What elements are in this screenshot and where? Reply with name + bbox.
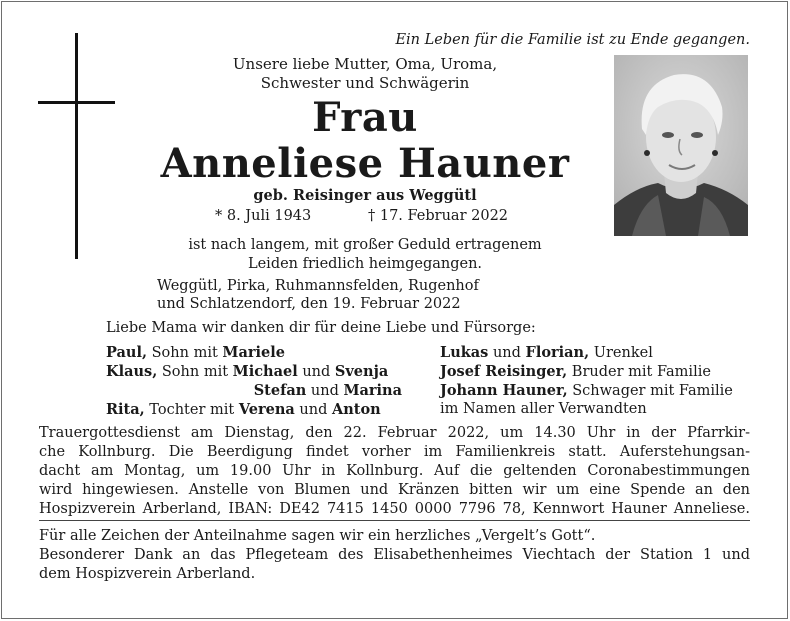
service-line: che Kollnburg. Die Beerdigung findet vorher im Familienkreis statt. Auferstehungsan-	[39, 444, 750, 460]
mourner-relation: Sohn mit	[157, 364, 233, 380]
mourners-left-column	[106, 343, 402, 419]
mourner-connector: und	[294, 402, 332, 418]
mourner-name: Klaus,	[106, 363, 158, 380]
mourner-row	[440, 343, 733, 362]
mourner-relation: Urenkel	[589, 345, 653, 361]
mourner-name: Josef Reisinger,	[440, 363, 568, 380]
mourner-connector: und	[306, 383, 344, 399]
service-line: Trauergottesdienst am Dienstag, den 22. Februar 2022, um 14.30 Uhr in der Pfarrkir-	[39, 425, 750, 441]
intro-line: Unsere liebe Mutter, Oma, Uroma,	[232, 55, 498, 73]
mourner-relation: Sohn mit	[147, 345, 223, 361]
section-divider	[39, 520, 750, 521]
closing-line: Für alle Zeichen der Anteilnahme sagen wir ein herzliches „Vergelt’s Gott“.	[39, 528, 596, 544]
mourner-connector: und	[488, 345, 526, 361]
mourner-relation: im Namen aller Verwandten	[440, 401, 647, 417]
service-line: dacht am Montag, um 19.00 Uhr in Kollnburg. Auf die geltenden Coronabestimmungen	[39, 463, 750, 479]
closing-line: Besonderer Dank an das Pflegeteam des Elisabethenheimes Viechtach der Station 1 und	[39, 547, 750, 563]
mourner-relation: Bruder mit Familie	[567, 364, 711, 380]
mourner-name: Stefan	[253, 382, 307, 399]
mourners-right-column	[440, 343, 733, 419]
service-line: wird hingewiesen. Anstelle von Blumen und Kränzen bitten wir um eine Spende an den	[39, 482, 750, 498]
mourner-name: Rita,	[106, 401, 145, 418]
intro-line: Schwester und Schwägerin	[260, 74, 470, 92]
cross-vertical-bar	[75, 33, 78, 259]
cross-horizontal-bar	[38, 101, 115, 104]
mourner-name: Florian,	[525, 344, 590, 361]
mourner-name: Johann Hauner,	[440, 382, 568, 399]
mourner-name: Lukas	[440, 344, 489, 361]
passing-line: Leiden friedlich heimgegangen.	[247, 256, 483, 272]
closing-paragraph	[39, 527, 750, 584]
mourner-connector: und	[297, 364, 335, 380]
portrait-photo	[614, 55, 748, 236]
mourner-row	[440, 362, 733, 381]
mourner-name: Verena	[238, 401, 295, 418]
intro-text	[150, 55, 580, 93]
service-paragraph	[39, 424, 750, 519]
mourner-name: Paul,	[106, 344, 148, 361]
mourner-relation: Schwager mit Familie	[567, 383, 733, 399]
mourner-relation: Tochter mit	[144, 402, 239, 418]
place-line: und Schlatzendorf, den 19. Februar 2022	[157, 296, 461, 312]
service-line: Hospizverein Arberland, IBAN: DE42 7415 1450 0000 7796 78, Kennwort Hauner Anneliese.	[39, 501, 750, 517]
closing-line: dem Hospizverein Arberland.	[39, 566, 256, 582]
passing-line: ist nach langem, mit großer Geduld ertragenem	[188, 237, 542, 253]
mourner-row	[440, 381, 733, 400]
birth-name: geb. Reisinger aus Weggütl	[253, 187, 477, 204]
mourner-row	[106, 400, 402, 419]
motto: Ein Leben für die Familie ist zu Ende gegangen.	[395, 32, 750, 48]
mourner-name: Marina	[343, 382, 402, 399]
mourner-name: Mariele	[222, 344, 285, 361]
passing-text	[150, 236, 580, 274]
deceased-name: Anneliese Hauner	[160, 140, 570, 187]
place-line: Weggütl, Pirka, Ruhmannsfelden, Rugenhof	[157, 278, 479, 294]
mourner-row	[440, 400, 733, 419]
mourner-row	[106, 362, 402, 381]
mourner-name: Svenja	[334, 363, 389, 380]
mourner-name: Michael	[232, 363, 298, 380]
mourner-name: Anton	[331, 401, 381, 418]
birth-date: * 8. Juli 1943	[215, 208, 312, 224]
death-date: † 17. Februar 2022	[368, 208, 509, 224]
mourner-row	[106, 343, 402, 362]
salutation: Frau	[312, 94, 418, 141]
place-date	[157, 277, 479, 313]
thanks-line: Liebe Mama wir danken dir für deine Liebe und Fürsorge:	[106, 320, 536, 336]
mourner-row	[106, 381, 402, 400]
